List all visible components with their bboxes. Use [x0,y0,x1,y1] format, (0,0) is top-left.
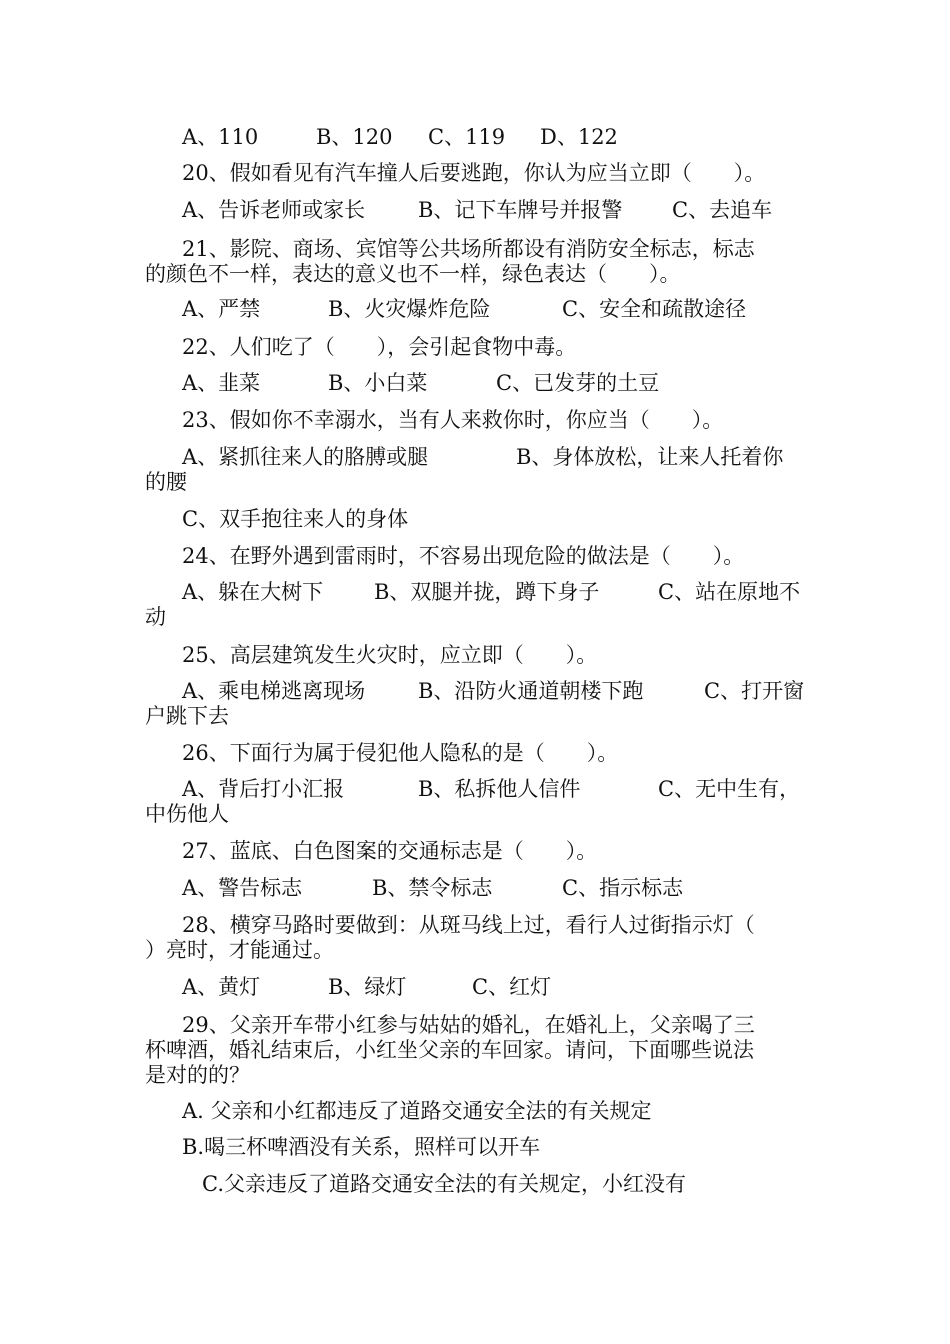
q27-option-c: C、指示标志 [562,876,684,900]
q24-stem-text: 24、在野外遇到雷雨时，不容易出现危险的做法是（ ）。 [182,544,745,568]
q24-option-c-line2: 动 [145,605,166,629]
q27-option-a: A、警告标志 [182,876,303,900]
q29-option-b: B.喝三杯啤酒没有关系，照样可以开车 [182,1135,541,1159]
q20-option-c: C、去追车 [672,198,773,222]
q19-option-a: A、110 [182,125,259,149]
q22-option-a: A、韭菜 [182,371,261,395]
q23-option-a: A、紧抓往来人的胳膊或腿 [182,445,429,469]
q29-option-c: C.父亲违反了道路交通安全法的有关规定，小红没有 [202,1172,686,1196]
q29-stem-line1: 29、父亲开车带小红参与姑姑的婚礼，在婚礼上，父亲喝了三 [182,1013,755,1037]
q26-option-b: B、私拆他人信件 [418,777,581,801]
q25-option-c-line1: C、打开窗 [704,679,805,703]
q19-option-b: B、120 [316,125,393,149]
q26-option-a: A、背后打小汇报 [182,777,345,801]
q21-stem-line1: 21、影院、商场、宾馆等公共场所都设有消防安全标志，标志 [182,237,755,261]
q29-stem-line3: 是对的的？ [145,1063,250,1087]
q20-stem-text: 20、假如看见有汽车撞人后要逃跑，你认为应当立即（ ）。 [182,161,766,185]
q25-option-c-line2: 户跳下去 [145,704,229,728]
q23-stem-text: 23、假如你不幸溺水，当有人来救你时，你应当（ ）。 [182,408,724,432]
q21-option-c: C、安全和疏散途径 [562,297,747,321]
q22-option-b: B、小白菜 [328,371,428,395]
q28-option-c: C、红灯 [472,975,552,999]
q22-stem-text: 22、人们吃了（ ），会引起食物中毒。 [182,335,577,359]
q20-option-a: A、告诉老师或家长 [182,198,366,222]
q25-option-a: A、乘电梯逃离现场 [182,679,366,703]
q24-option-a: A、躲在大树下 [182,580,324,604]
q24-option-b: B、双腿并拢，蹲下身子 [374,580,600,604]
q20-option-b: B、记下车牌号并报警 [418,198,623,222]
q28-option-a: A、黄灯 [182,975,261,999]
q25-option-b: B、沿防火通道朝楼下跑 [418,679,644,703]
q24-option-c-line1: C、站在原地不 [658,580,801,604]
q28-stem-line2: ）亮时，才能通过。 [145,938,334,962]
q22-option-c: C、已发芽的土豆 [496,371,660,395]
q21-option-b: B、火灾爆炸危险 [328,297,491,321]
q26-option-c-line2: 中伤他人 [145,802,229,826]
q27-option-b: B、禁令标志 [372,876,493,900]
q26-stem-text: 26、下面行为属于侵犯他人隐私的是（ ）。 [182,741,619,765]
q23-option-b-line2: 的腰 [145,470,187,494]
q28-option-b: B、绿灯 [328,975,407,999]
q19-option-c: C、119 [428,125,506,149]
q23-option-c: C、双手抱往来人的身体 [182,507,409,531]
q29-stem-line2: 杯啤酒，婚礼结束后，小红坐父亲的车回家。请问，下面哪些说法 [145,1038,754,1062]
q27-stem-text: 27、蓝底、白色图案的交通标志是（ ）。 [182,839,598,863]
q28-stem-line1: 28、横穿马路时要做到：从斑马线上过，看行人过街指示灯（ [182,913,755,937]
q23-option-b-line1: B、身体放松，让来人托着你 [516,445,784,469]
q19-option-d: D、122 [540,125,618,149]
q21-stem-line2: 的颜色不一样，表达的意义也不一样，绿色表达（ ）。 [145,262,681,286]
q25-stem-text: 25、高层建筑发生火灾时，应立即（ ）。 [182,643,598,667]
q26-option-c-line1: C、无中生有， [658,777,801,801]
q29-option-a: A. 父亲和小红都违反了道路交通安全法的有关规定 [182,1099,652,1123]
q21-option-a: A、严禁 [182,297,261,321]
